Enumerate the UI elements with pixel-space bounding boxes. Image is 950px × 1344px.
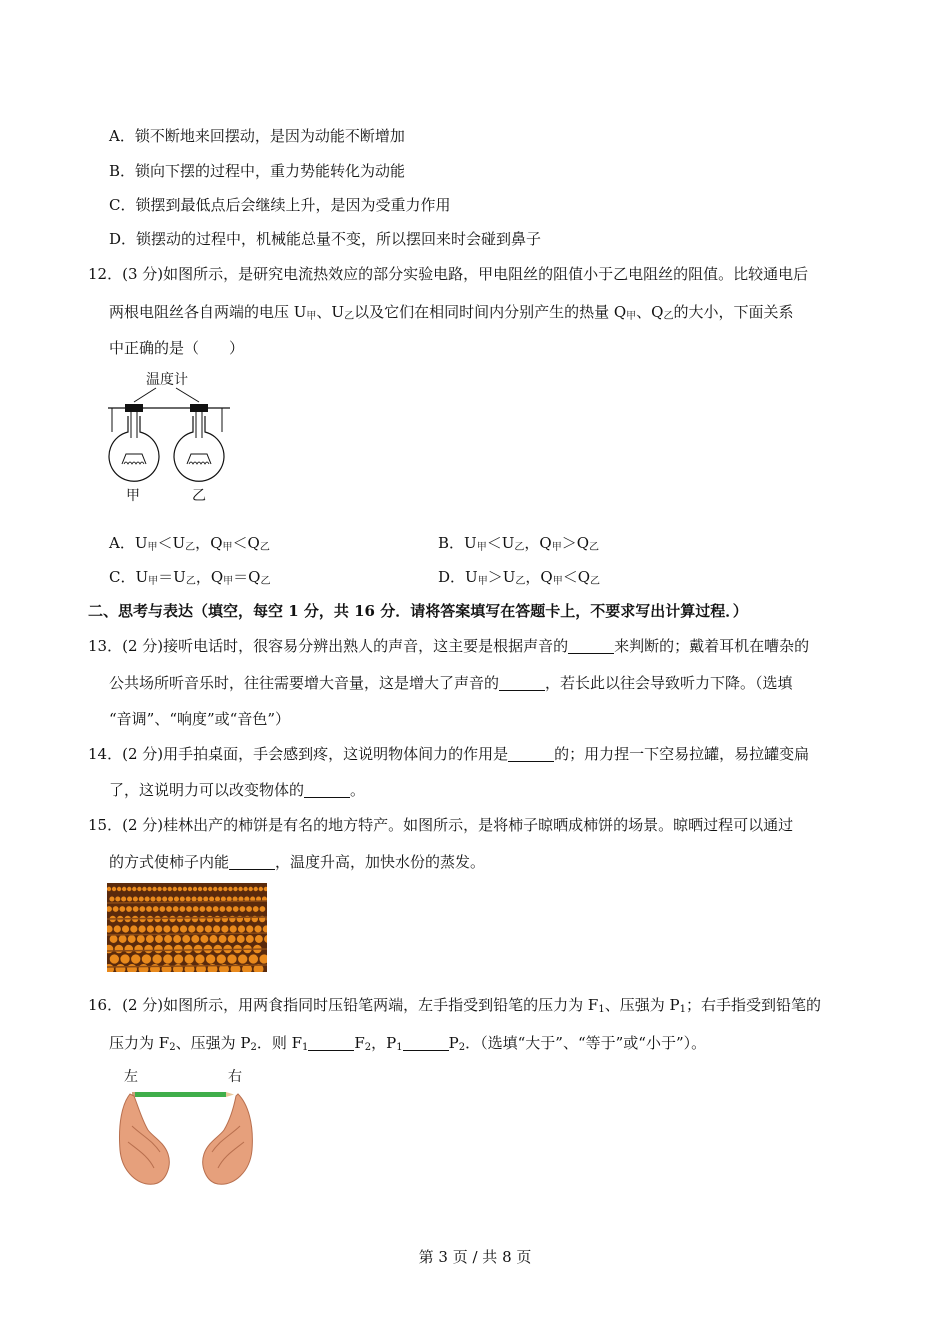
q12-line3: 中正确的是（ ） — [109, 339, 245, 357]
q11-option-d: D．锁摆动的过程中，机械能总量不变，所以摆回来时会碰到鼻子 — [109, 230, 542, 248]
pencil — [132, 1092, 234, 1097]
q12-option-a: A．$U_甲<U_乙$，$Q_甲<Q_乙$ — [109, 534, 270, 553]
answer-blank — [229, 854, 275, 870]
q12-option-d: D．$U_甲>U_乙$，$Q_甲<Q_乙$ — [438, 568, 601, 587]
q12-line1: 12．(3 分)如图所示，是研究电流热效应的部分实验电路，甲电阻丝的阻值小于乙电阻丝的阻值。比较通电后 — [88, 265, 809, 283]
q13-line1: 13．(2 分)接听电话时，很容易分辨出熟人的声音，这主要是根据声音的 来判断的；戴着耳机在嘈杂的 — [88, 637, 810, 655]
q16-line2: 压力为 $F_2$、压强为 $P_2$．则 $F_1$ $F_2$，$P_1$ $P_2$．（选填“大于”、“等于”或“小于”）。 — [109, 1034, 707, 1053]
left-label: 左 — [124, 1069, 138, 1085]
answer-blank — [499, 675, 545, 691]
flask-diagram — [104, 368, 234, 508]
q16-line1: 16．(2 分)如图所示，用两食指同时压铅笔两端，左手指受到铅笔的压力为 $F_1$、压强为 $P_1$；右手指受到铅笔的 — [88, 996, 821, 1015]
flask-label-yi: 乙 — [192, 488, 206, 504]
answer-blank — [308, 1035, 354, 1051]
answer-blank — [508, 746, 554, 762]
q12-line2: 两根电阻丝各自两端的电压 $U_甲$、$U_乙$以及它们在相同时间内分别产生的热量 $Q_甲$、$Q_乙$的大小，下面关系 — [109, 303, 794, 322]
right-label: 右 — [228, 1069, 242, 1085]
q11-option-a: A．锁不断地来回摆动，是因为动能不断增加 — [109, 127, 405, 145]
page-footer: 第 3 页 / 共 8 页 — [418, 1248, 532, 1266]
q12-option-b: B．$U_甲<U_乙$，$Q_甲>Q_乙$ — [438, 534, 600, 553]
q15-line2: 的方式使柿子内能 ，温度升高，加快水份的蒸发。 — [109, 853, 486, 871]
pencil-hands-figure — [108, 1064, 264, 1194]
left-hand — [119, 1094, 169, 1184]
pencil-hands-image — [108, 1064, 264, 1194]
q11-option-c: C．锁摆到最低点后会继续上升，是因为受重力作用 — [109, 196, 451, 214]
q11-option-b: B．锁向下摆的过程中，重力势能转化为动能 — [109, 162, 406, 180]
answer-blank — [568, 638, 614, 654]
flask-jia — [109, 404, 159, 481]
q15-line1: 15．(2 分)桂林出产的柿饼是有名的地方特产。如图所示，是将柿子晾晒成柿饼的场景。晾晒过程可以通过 — [88, 816, 794, 834]
flask-yi — [174, 404, 224, 481]
right-hand — [203, 1094, 253, 1184]
persimmon-rack-image — [107, 883, 267, 972]
q13-line2: 公共场所听音乐时，往往需要增大音量，这是增大了声音的 ，若长此以往会导致听力下降。（选填 — [109, 674, 793, 692]
flask-label-jia: 甲 — [126, 488, 140, 504]
q14-line1: 14．(2 分)用手拍桌面，手会感到疼，这说明物体间力的作用是 的；用力捏一下空易拉罐，易拉罐变扁 — [88, 745, 810, 763]
q12-flask-figure — [104, 368, 234, 508]
persimmon-photo — [107, 883, 267, 972]
answer-blank — [403, 1035, 449, 1051]
answer-blank — [304, 782, 350, 798]
q12-option-c: C．$U_甲=U_乙$，$Q_甲=Q_乙$ — [109, 568, 271, 587]
section-heading: 二、思考与表达（填空，每空 1 分，共 16 分．请将答案填写在答题卡上，不要求写出计算过程．） — [88, 602, 748, 620]
thermometer-label: 温度计 — [146, 372, 188, 388]
q14-line2: 了，这说明力可以改变物体的 。 — [109, 781, 366, 799]
q13-line3: “音调”、“响度”或“音色”） — [109, 710, 291, 728]
